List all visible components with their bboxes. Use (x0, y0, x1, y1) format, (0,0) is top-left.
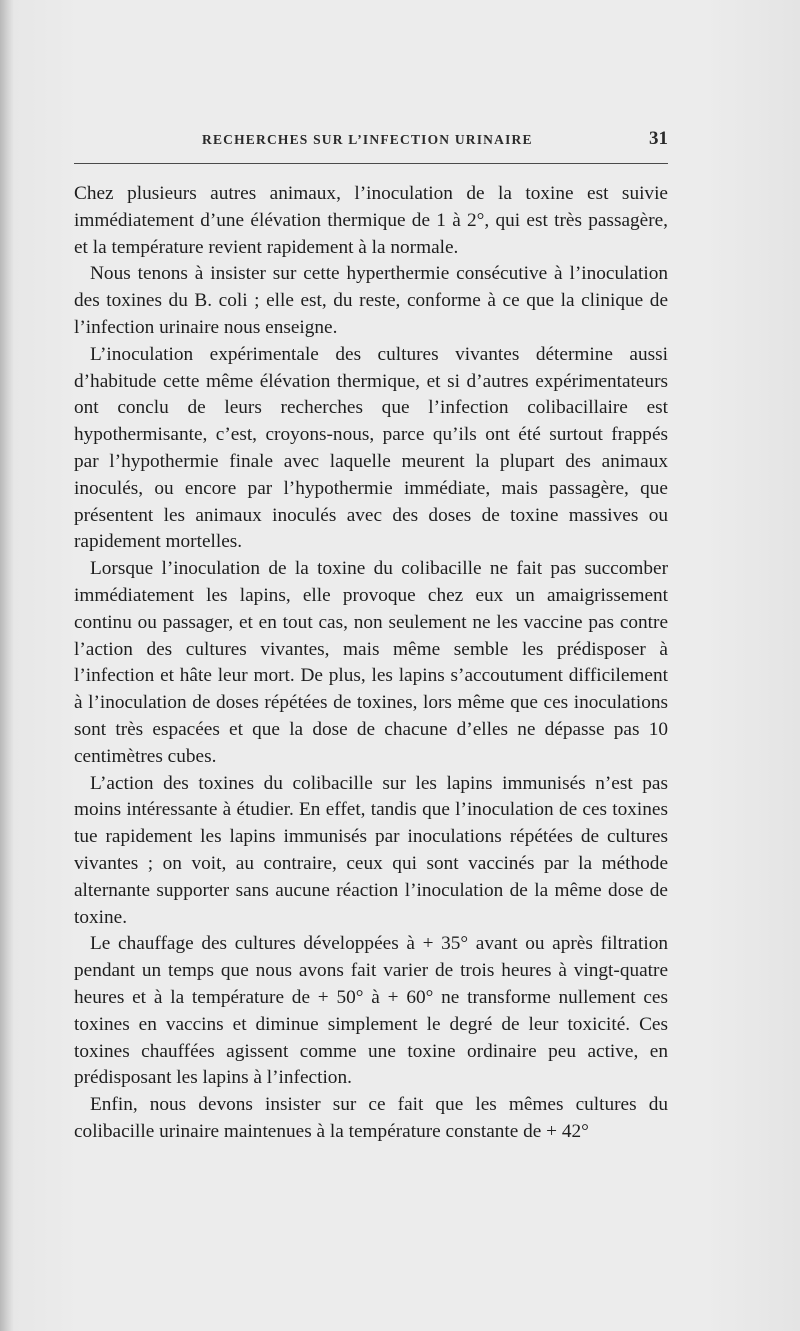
paragraph: Lorsque l’inoculation de la toxine du colibacille ne fait pas succomber immédiatement les lapins, elle provoque chez eux un amaigrissement continu ou passager, et en tout cas, non seulement ne les vaccine pas contre l’action des cultures vivantes, mais même semble les prédisposer à l’infection et hâte leur mort. De plus, les lapins s’accoutument difficilement à l’inoculation de doses répétées de toxines, lors même que ces inoculations sont très espacées et que la dose de chacune d’elles ne dépasse pas 10 centimètres cubes. (74, 558, 668, 767)
page-number: 31 (649, 128, 668, 149)
paragraph: Chez plusieurs autres animaux, l’inoculation de la toxine est suivie immédiatement d’une élévation thermique de 1 à 2°, qui est très passagère, et la température revient rapidement à la normale. (74, 183, 668, 258)
paragraph: Nous tenons à insister sur cette hyperthermie consécutive à l’inoculation des toxines du B. coli ; elle est, du reste, conforme à ce que la clinique de l’infection urinaire nous enseigne. (74, 263, 668, 338)
body-text (74, 181, 668, 1146)
paragraph: Enfin, nous devons insister sur ce fait que les mêmes cultures du colibacille urinaire maintenues à la température constante de + 42° (74, 1094, 668, 1142)
paragraph: L’inoculation expérimentale des cultures vivantes détermine aussi d’habitude cette même élévation thermique, et si d’autres expérimentateurs ont conclu de leurs recherches que l’infection colibacillaire est hypothermisante, c’est, croyons-nous, parce qu’ils ont été surtout frappés par l’hypothermie finale avec laquelle meurent la plupart des animaux inoculés, ou encore par l’hypothermie immédiate, mais passagère, que présentent les animaux inoculés avec des doses de toxine massives ou rapidement mortelles. (74, 343, 668, 553)
paragraph: L’action des toxines du colibacille sur les lapins immunisés n’est pas moins intéressante à étudier. En effet, tandis que l’inoculation de ces toxines tue rapidement les lapins immunisés par inoculations répétées de cultures vivantes ; on voit, au contraire, ceux qui sont vaccinés par la méthode alternante supporter sans aucune réaction l’inoculation de la même dose de toxine. (74, 772, 668, 928)
binding-shadow (0, 0, 14, 1331)
page-header (74, 126, 668, 156)
running-head: RECHERCHES SUR L’INFECTION URINAIRE (202, 132, 533, 147)
paragraph: Le chauffage des cultures développées à + 35° avant ou après filtration pendant un temps que nous avons fait varier de trois heures à vingt-quatre heures et à la température de + 50° à + 60° ne transforme nullement ces toxines en vaccins et diminue simplement le degré de leur toxicité. Ces toxines chauffées agissent comme une toxine ordinaire peu active, en prédisposant les lapins à l’infection. (74, 933, 668, 1089)
header-rule (74, 163, 668, 164)
